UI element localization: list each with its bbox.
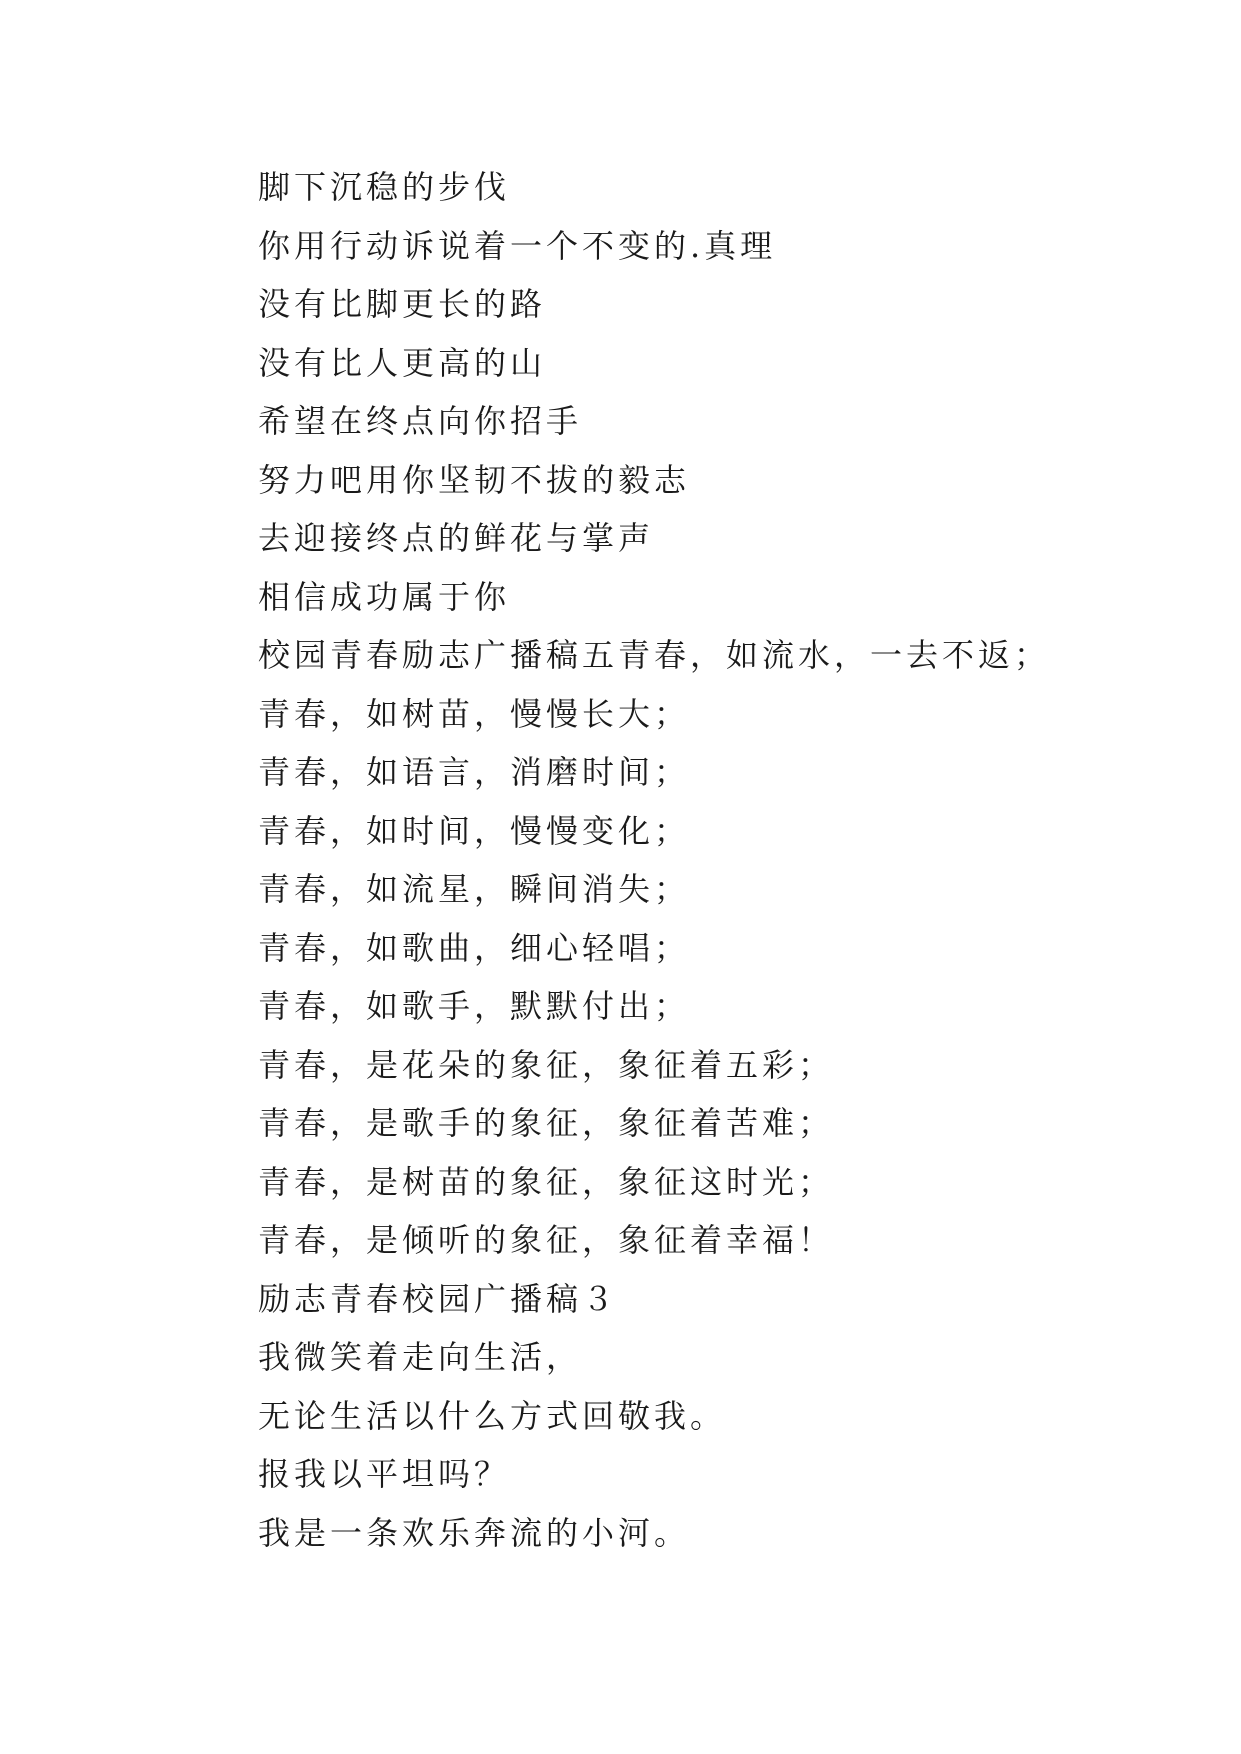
text-line: 没有比人更高的山 — [258, 343, 547, 382]
text-line: 青春，如歌手，默默付出； — [258, 987, 691, 1025]
text-line: 青春，是歌手的象征，象征着苦难； — [258, 1104, 835, 1142]
text-line: 青春，如歌曲，细心轻唱； — [258, 928, 691, 967]
text-line: 青春，如语言，消磨时间； — [258, 753, 691, 791]
section-heading-line: 励志青春校园广播稿３ — [258, 1279, 619, 1318]
text-line: 相信成功属于你 — [258, 577, 511, 616]
text-line: 去迎接终点的鲜花与掌声 — [258, 519, 655, 557]
text-line: 我是一条欢乐奔流的小河。 — [258, 1513, 691, 1552]
text-line: 没有比脚更长的路 — [258, 285, 547, 323]
section-heading-line: 校园青春励志广播稿五青春，如流水，一去不返； — [258, 636, 1051, 674]
text-line: 脚下沉稳的步伐 — [258, 168, 511, 206]
text-line: 青春，是倾听的象征，象征着幸福！ — [258, 1221, 835, 1259]
text-line: 你用行动诉说着一个不变的.真理 — [258, 226, 777, 265]
text-line: 青春，如流星，瞬间消失； — [258, 870, 691, 908]
text-line: 青春，是树苗的象征，象征这时光； — [258, 1162, 835, 1201]
text-line: 无论生活以什么方式回敬我。 — [258, 1396, 727, 1435]
text-line: 努力吧用你坚韧不拔的毅志 — [258, 460, 691, 499]
text-line: 青春，如树苗，慢慢长大； — [258, 694, 691, 733]
text-line: 青春，是花朵的象征，象征着五彩； — [258, 1045, 835, 1084]
text-line: 希望在终点向你招手 — [258, 402, 583, 440]
text-line: 报我以平坦吗？ — [258, 1455, 511, 1493]
text-line: 我微笑着走向生活， — [258, 1338, 583, 1376]
document-body — [258, 158, 1158, 1562]
text-line: 青春，如时间，慢慢变化； — [258, 811, 691, 850]
